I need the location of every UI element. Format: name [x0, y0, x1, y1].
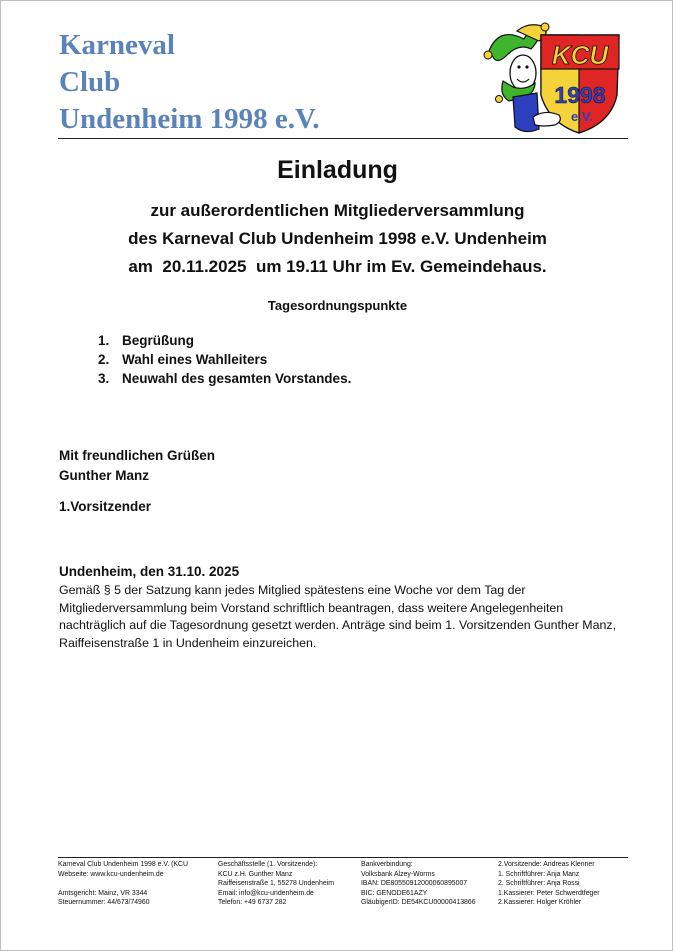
logo-year-text: 1998	[554, 82, 606, 108]
jester-logo-icon	[479, 21, 627, 139]
footer-line: 2.Kassierer: Holger Kröhler	[498, 899, 582, 907]
footer-line: 2. Schriftführer: Anja Rossi	[498, 880, 580, 888]
footer-line: Email: info@kcu-undenheim.de	[218, 889, 314, 897]
list-item-number: 2.	[98, 352, 110, 367]
closing-block	[59, 446, 215, 486]
signer-name: Gunther Manz	[59, 468, 149, 483]
subtitle-line-2: des Karneval Club Undenheim 1998 e.V. Undenheim	[128, 229, 547, 248]
logo-ev-text: e.V.	[571, 109, 593, 124]
document-title: Einladung	[277, 156, 398, 184]
subtitle-line-3: am 20.11.2025 um 19.11 Uhr im Ev. Gemeindehaus.	[128, 257, 547, 276]
list-item-text: Wahl eines Wahlleiters	[122, 352, 268, 367]
footer-line: Karneval Club Undenheim 1998 e.V. (KCU	[58, 861, 188, 868]
closing-greeting: Mit freundlichen Grüßen	[59, 448, 216, 463]
footer-line: BIC: GENODE61AZY	[361, 889, 428, 897]
footer-line: IBAN: DE80550912000060895007	[361, 880, 468, 888]
footer-line: 1.Kassierer: Peter Schwerdtfeger	[498, 889, 600, 897]
footer-line: Steuernummer: 44/673/74960	[58, 899, 150, 907]
footer-line	[58, 879, 188, 889]
list-item-number: 3.	[98, 371, 110, 386]
list-item-text: Begrüßung	[122, 333, 194, 348]
organization-title	[59, 27, 320, 138]
org-name-line-3: Undenheim 1998 e.V.	[59, 103, 320, 135]
footer-column-board	[498, 860, 600, 908]
list-item	[98, 369, 351, 388]
list-item	[98, 331, 351, 350]
invitation-subtitle	[1, 197, 673, 281]
header-divider	[58, 138, 628, 139]
signer-role: 1.Vorsitzender	[59, 499, 152, 514]
list-item-text: Neuwahl des gesamten Vorstandes.	[122, 371, 352, 386]
footer-line: 2.Vorsitzende: Andreas Klenner	[498, 861, 595, 868]
org-name-line-2: Club	[59, 66, 121, 98]
list-item-number: 1.	[98, 333, 110, 348]
statute-notice: Gemäß § 5 der Satzung kann jedes Mitglied spätestens eine Woche vor dem Tag der Mitgliederversammlung beim Vorstand schriftlich beantragen, dass weitere Angelegenheiten nachträglich auf die Tagesordnung gesetzt werden. Anträge sind beim 1. Vorsitzenden Gunther Manz, Raiffeisenstraße 1 in Undenheim einzureichen.	[59, 583, 617, 650]
footer-line: 1. Schriftführer: Anja Manz	[498, 870, 580, 878]
place-date-line: Undenheim, den 31.10. 2025	[59, 564, 240, 579]
footer-line: Amtsgericht: Mainz, VR 3344	[58, 889, 148, 897]
footer-line: Webseite: www.kcu-undenheim.de	[58, 870, 164, 878]
footer-column-bank	[361, 860, 476, 908]
footer-line: KCU z.H. Gunther Manz	[218, 870, 293, 878]
list-item	[98, 350, 351, 369]
footer-column-office	[218, 860, 334, 908]
subtitle-line-1: zur außerordentlichen Mitgliederversammlung	[150, 201, 525, 220]
org-name-line-1: Karneval	[59, 29, 175, 61]
footer-column-club	[58, 860, 188, 908]
logo-kcu-text: KCU	[551, 40, 609, 70]
footer-line: Geschäftsstelle (1. Vorsitzende):	[218, 861, 318, 868]
footer-line: Telefon: +49 6737 282	[218, 899, 287, 907]
footer-line: Bankverbindung:	[361, 861, 413, 868]
footer-line: GläubigerID: DE54KCU00000413866	[361, 899, 476, 907]
footer-divider	[58, 857, 628, 858]
agenda-heading: Tagesordnungspunkte	[267, 298, 408, 313]
footer-line: Raiffeisenstraße 1, 55278 Undenheim	[218, 880, 334, 888]
agenda-list	[98, 331, 351, 388]
footer-line: Volksbank Alzey-Worms	[361, 870, 435, 878]
